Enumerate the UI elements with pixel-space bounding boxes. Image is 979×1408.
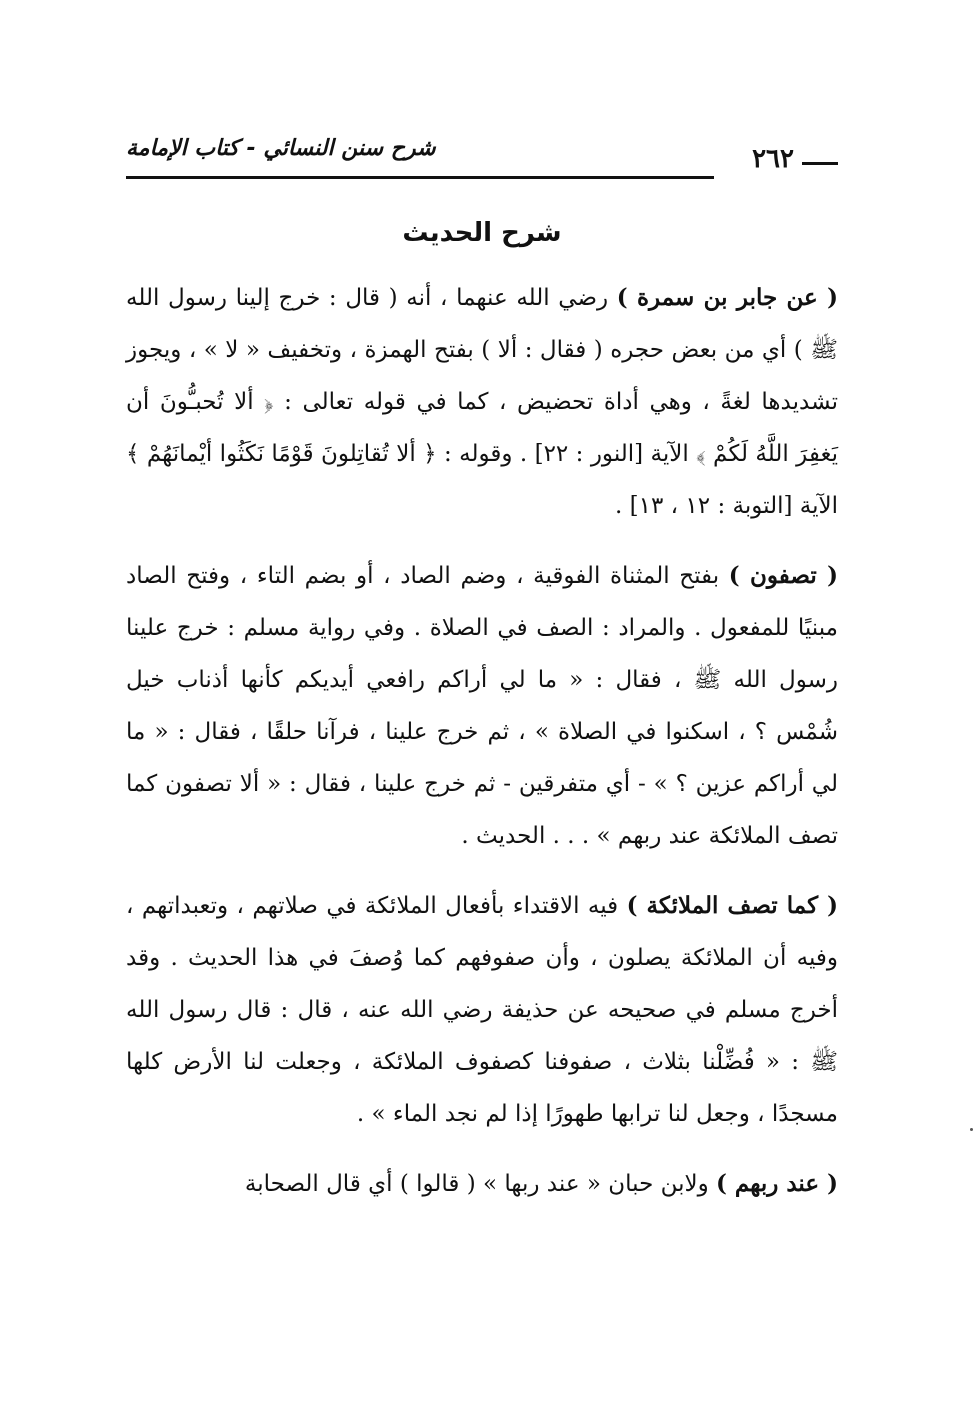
scan-speck <box>970 1128 973 1131</box>
paragraph-3-lead: ( كما تصف الملائكة ) <box>626 892 838 919</box>
paragraph-1 <box>126 272 838 532</box>
paragraph-3-text: فيه الاقتداء بأفعال الملائكة في صلاتهم ، وتعبداتهم ، وفيه أن الملائكة يصلون ، وأن صفوفهم كما وُصفَ في هذا الحديث . وقد أخرج مسلم في صحيحه عن حذيفة رضي الله عنه ، قال : قال رسول الله ﷺ : « فُضِّلْنا بثلاث ، صفوفنا كصفوف الملائكة ، وجعلت لنا الأرض كلها مسجدًا ، وجعل لنا ترابها طهورًا إذا لم نجد الماء » . <box>126 893 838 1127</box>
paragraph-4-text: ولابن حبان « عند ربها » ( قالوا ) أي قال الصحابة <box>244 1171 717 1197</box>
running-header <box>126 128 838 184</box>
header-rule <box>126 176 714 179</box>
paragraph-1-lead: ( عن جابر بن سمرة ) <box>616 284 838 311</box>
paragraph-1-text: رضي الله عنهما ، أنه ( قال : خرج إلينا رسول الله ﷺ ) أي من بعض حجره ( فقال : ألا ) بفتح الهمزة ، وتخفيف « لا » ، ويجوز تشديدها لغةً ، وهي أداة تحضيض ، كما في قوله تعالى : ﴿ ألا تُحبـُّونَ أن يَغفِرَ اللَّهُ لَكُمْ ﴾ الآية [النور : ٢٢] . وقوله : ﴿ ألا تُقاتِلونَ قَوْمًا نَكَثُوا أيْمانَهُمْ ﴾ الآية [التوبة : ١٢ ، ١٣] . <box>126 285 838 519</box>
paragraph-3 <box>126 880 838 1140</box>
page-number: ٢٦٢ <box>752 144 794 174</box>
paragraph-2-lead: ( تصفون ) <box>728 562 838 589</box>
paragraph-2-text: بفتح المثناة الفوقية ، وضم الصاد ، أو بضم التاء ، وفتح الصاد مبنيًا للمفعول . والمراد : الصف في الصلاة . وفي رواية مسلم : خرج علينا رسول الله ﷺ ، فقال : « ما لي أراكم رافعي أيديكم كأنها أذناب خيل شُمْس ؟ ، اسكنوا في الصلاة » ، ثم خرج علينا ، فرآنا حلقًا ، فقال : « ما لي أراكم عزين ؟ » - أي متفرقين - ثم خرج علينا ، فقال : « ألا تصفون كما تصف الملائكة عند ربهم » . . . الحديث . <box>126 563 838 849</box>
page-number-dash <box>802 162 838 165</box>
body-text <box>126 272 838 1228</box>
section-title: شرح الحديث <box>402 218 562 248</box>
paragraph-4 <box>126 1158 838 1210</box>
paragraph-2 <box>126 550 838 862</box>
running-header-title: شرح سنن النسائي - كتاب الإمامة <box>126 136 436 161</box>
paragraph-4-lead: ( عند ربهم ) <box>716 1170 838 1197</box>
